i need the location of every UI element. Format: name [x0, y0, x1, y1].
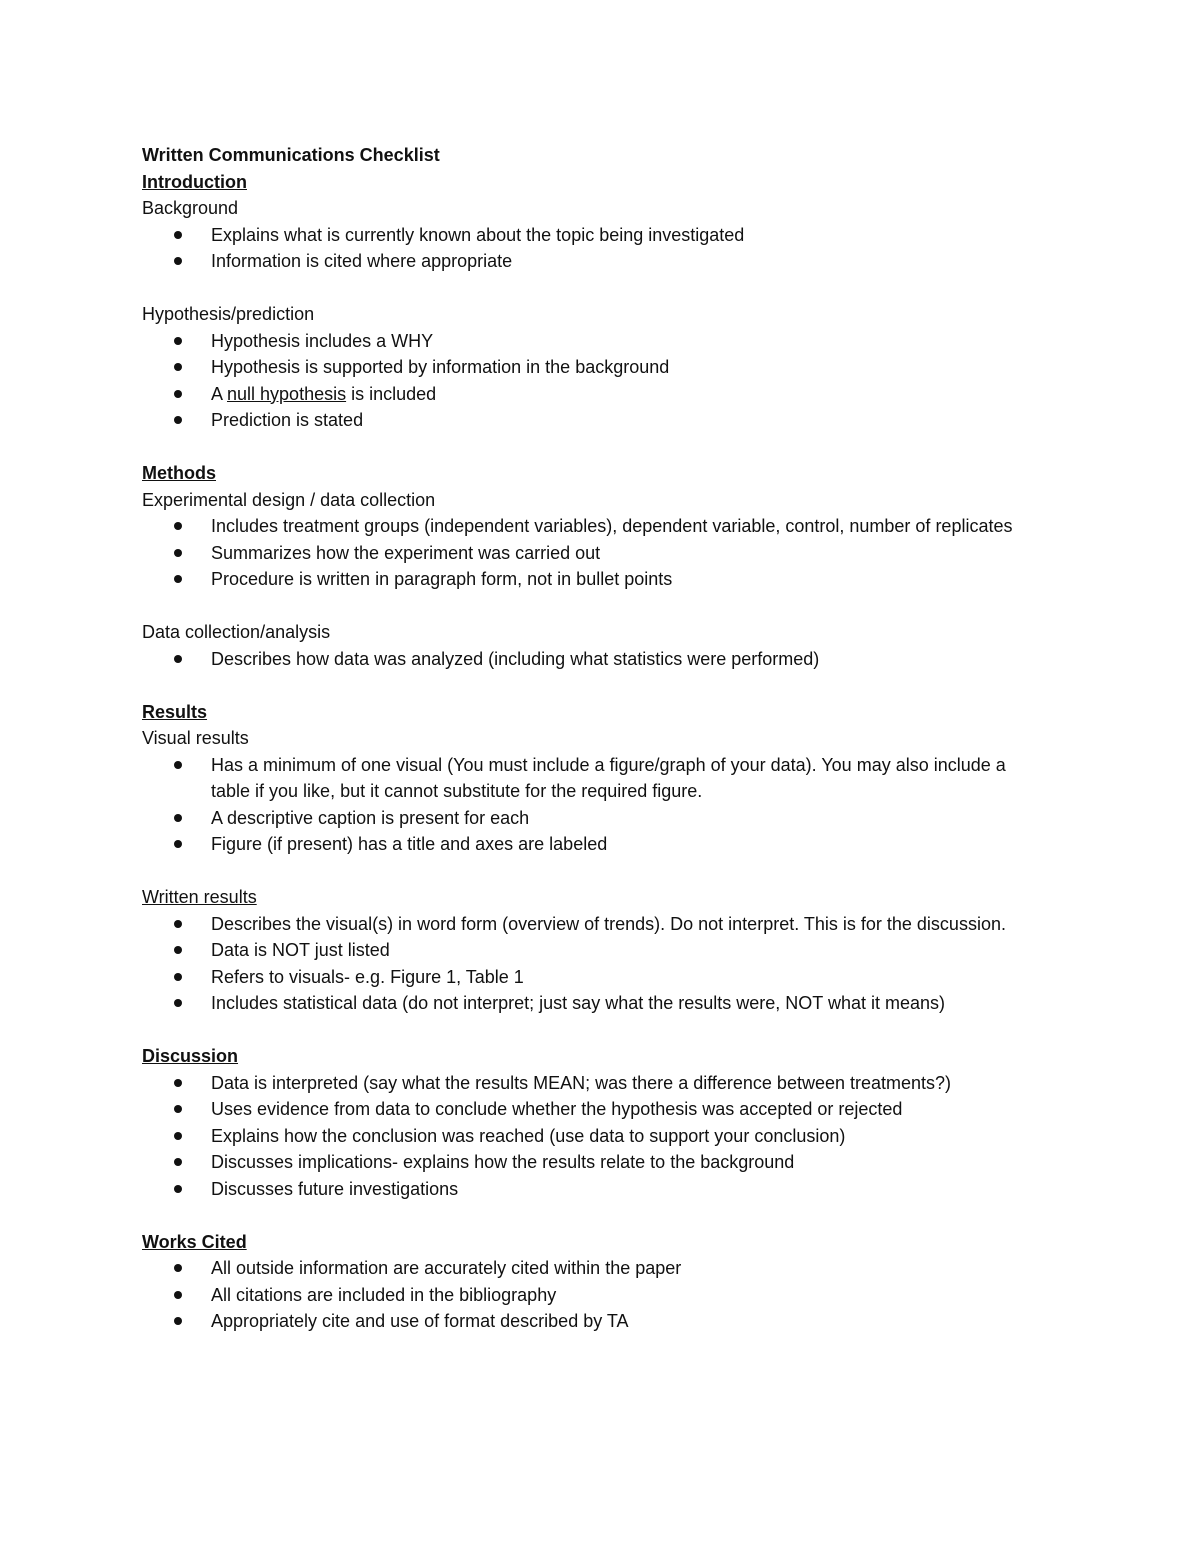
list-item: Hypothesis includes a WHY — [142, 328, 1042, 355]
list-item: Describes how data was analyzed (including what statistics were performed) — [142, 646, 1042, 673]
spacer — [142, 1017, 1042, 1044]
null-hypothesis-prefix: A — [211, 383, 228, 404]
null-hypothesis-term: null hypothesis — [227, 383, 347, 404]
bullet-icon — [174, 920, 182, 928]
works-cited-list — [142, 1255, 1042, 1335]
bullet-icon — [174, 1291, 182, 1299]
visual-results-list — [142, 752, 1042, 858]
list-item: Refers to visuals- e.g. Figure 1, Table 1 — [142, 964, 1042, 991]
hypothesis-list — [142, 328, 1042, 434]
list-item: Discusses future investigations — [142, 1176, 1042, 1203]
bullet-icon — [174, 549, 182, 557]
list-item: Includes treatment groups (independent variables), dependent variable, control, number of replicates — [142, 513, 1042, 540]
list-item: Explains how the conclusion was reached (use data to support your conclusion) — [142, 1123, 1042, 1150]
subheading-background: Background — [142, 198, 239, 218]
section-heading-works-cited: Works Cited — [142, 1231, 247, 1252]
bullet-icon — [174, 522, 182, 530]
spacer — [142, 858, 1042, 885]
subheading-visual-results: Visual results — [142, 728, 249, 748]
spacer — [142, 672, 1042, 699]
list-item: Hypothesis is supported by information in the background — [142, 354, 1042, 381]
bullet-icon — [174, 1079, 182, 1087]
list-item: Procedure is written in paragraph form, not in bullet points — [142, 566, 1042, 593]
subheading-written-results: Written results — [142, 887, 257, 907]
list-item: Appropriately cite and use of format described by TA — [142, 1308, 1042, 1335]
bullet-icon — [174, 575, 182, 583]
list-item: A descriptive caption is present for each — [142, 805, 1042, 832]
bullet-icon — [174, 337, 182, 345]
bullet-icon — [174, 1105, 182, 1113]
bullet-icon — [174, 761, 182, 769]
section-heading-methods: Methods — [142, 463, 216, 483]
bullet-icon — [174, 840, 182, 848]
spacer — [142, 593, 1042, 620]
spacer — [142, 1202, 1042, 1229]
list-item: Summarizes how the experiment was carried out — [142, 540, 1042, 567]
subheading-data-analysis: Data collection/analysis — [142, 622, 331, 642]
background-list — [142, 222, 1042, 275]
null-hypothesis-suffix: is included — [346, 383, 437, 404]
list-item: Has a minimum of one visual (You must include a figure/graph of your data). You may also include a table if you like, but it cannot substitute for the required figure. — [142, 752, 1042, 805]
bullet-icon — [174, 1185, 182, 1193]
document-title: Written Communications Checklist — [142, 145, 440, 165]
subheading-hypothesis: Hypothesis/prediction — [142, 304, 315, 324]
bullet-icon — [174, 814, 182, 822]
bullet-icon — [174, 655, 182, 663]
list-item: Figure (if present) has a title and axes are labeled — [142, 831, 1042, 858]
list-item: Includes statistical data (do not interpret; just say what the results were, NOT what it means) — [142, 990, 1042, 1017]
section-heading-results: Results — [142, 701, 208, 722]
list-item: Describes the visual(s) in word form (overview of trends). Do not interpret. This is for the discussion. — [142, 911, 1042, 938]
list-item: All outside information are accurately cited within the paper — [142, 1255, 1042, 1282]
list-item: Explains what is currently known about the topic being investigated — [142, 222, 1042, 249]
bullet-icon — [174, 231, 182, 239]
bullet-icon — [174, 973, 182, 981]
list-item: Discusses implications- explains how the results relate to the background — [142, 1149, 1042, 1176]
list-item: Uses evidence from data to conclude whether the hypothesis was accepted or rejected — [142, 1096, 1042, 1123]
list-item: Prediction is stated — [142, 407, 1042, 434]
bullet-icon — [174, 1264, 182, 1272]
bullet-icon — [174, 416, 182, 424]
analysis-list — [142, 646, 1042, 673]
spacer — [142, 434, 1042, 461]
bullet-icon — [174, 390, 182, 398]
bullet-icon — [174, 999, 182, 1007]
bullet-icon — [174, 1132, 182, 1140]
section-heading-introduction: Introduction — [142, 171, 247, 192]
list-item — [142, 381, 1042, 408]
spacer — [142, 275, 1042, 302]
section-heading-discussion: Discussion — [142, 1046, 239, 1066]
bullet-icon — [174, 1317, 182, 1325]
bullet-icon — [174, 1158, 182, 1166]
discussion-list — [142, 1070, 1042, 1203]
list-item: Data is interpreted (say what the results MEAN; was there a difference between treatments?) — [142, 1070, 1042, 1097]
bullet-icon — [174, 946, 182, 954]
document-page — [142, 142, 1042, 1335]
list-item: All citations are included in the bibliography — [142, 1282, 1042, 1309]
bullet-icon — [174, 363, 182, 371]
design-list — [142, 513, 1042, 593]
written-results-list — [142, 911, 1042, 1017]
list-item: Data is NOT just listed — [142, 937, 1042, 964]
subheading-experimental-design: Experimental design / data collection — [142, 489, 436, 510]
bullet-icon — [174, 257, 182, 265]
list-item: Information is cited where appropriate — [142, 248, 1042, 275]
